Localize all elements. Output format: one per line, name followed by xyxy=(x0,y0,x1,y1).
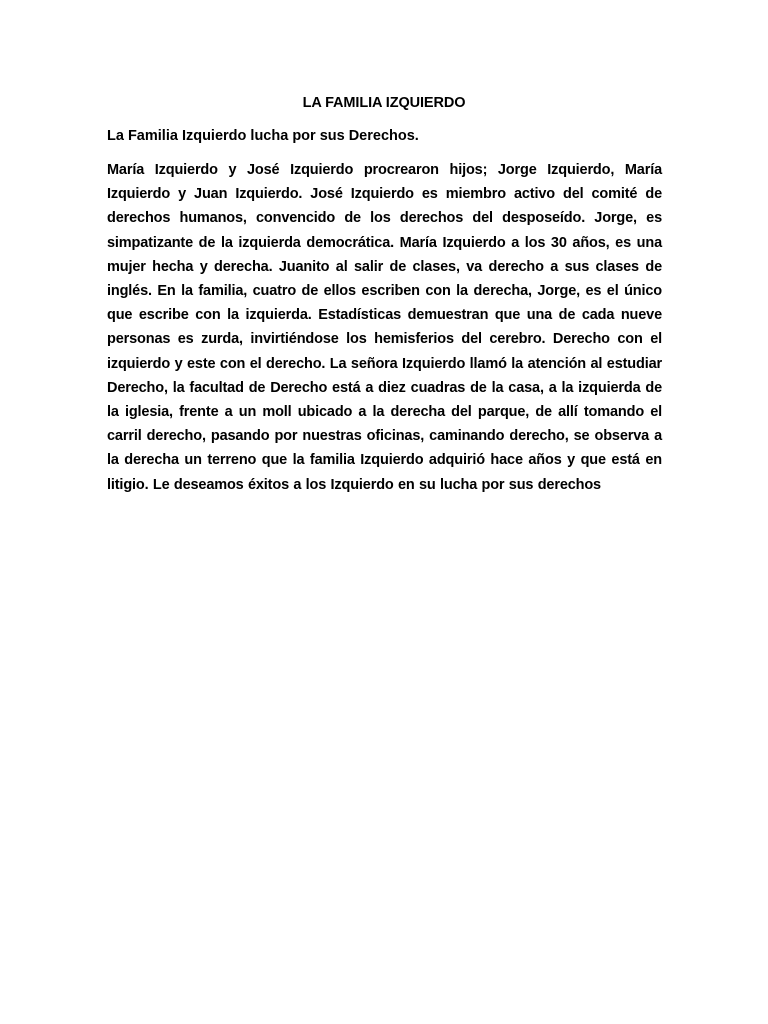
document-body-paragraph: María Izquierdo y José Izquierdo procrearon hijos; Jorge Izquierdo, María Izquierdo y Juan Izquierdo. José Izquierdo es miembro activo del comité de derechos humanos, convencido de los derechos del desposeído. Jorge, es simpatizante de la izquierda democrática. María Izquierdo a los 30 años, es una mujer hecha y derecha. Juanito al salir de clases, va derecho a sus clases de inglés. En la familia, cuatro de ellos escriben con la derecha, Jorge, es el único que escribe con la izquierda. Estadísticas demuestran que una de cada nueve personas es zurda, invirtiéndose los hemisferios del cerebro. Derecho con el izquierdo y este con el derecho. La señora Izquierdo llamó la atención al estudiar Derecho, la facultad de Derecho está a diez cuadras de la casa, a la izquierda de la iglesia, frente a un moll ubicado a la derecha del parque, de allí tomando el carril derecho, pasando por nuestras oficinas, caminando derecho, se observa a la derecha un terreno que la familia Izquierdo adquirió hace años y que está en litigio. Le deseamos éxitos a los Izquierdo en su lucha por sus derechos xyxy=(107,162,662,493)
document-title: LA FAMILIA IZQUIERDO xyxy=(302,95,466,111)
document-subtitle: La Familia Izquierdo lucha por sus Derechos. xyxy=(107,128,419,144)
